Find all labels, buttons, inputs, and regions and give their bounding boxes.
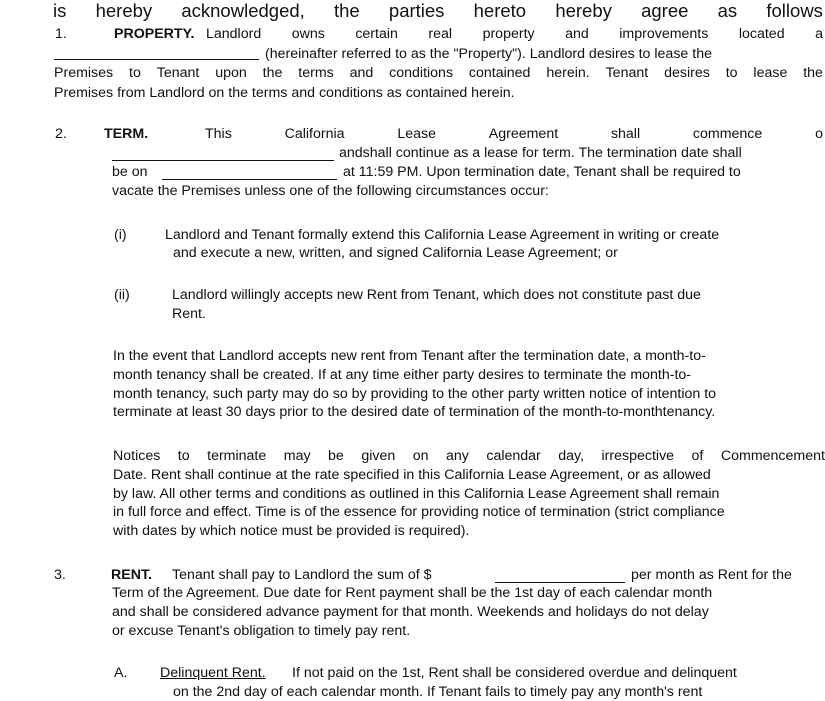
word: upon bbox=[215, 65, 247, 81]
word: day, bbox=[558, 448, 585, 464]
word: contained bbox=[468, 65, 531, 81]
intro-word: acknowledged, bbox=[181, 0, 305, 21]
word: Lease bbox=[397, 126, 436, 142]
word: may bbox=[283, 448, 311, 464]
word: of bbox=[691, 448, 704, 464]
intro-word: as bbox=[717, 0, 738, 21]
word: California bbox=[284, 126, 345, 142]
word: to bbox=[177, 448, 190, 464]
word: the bbox=[262, 65, 283, 81]
term-line-1 bbox=[205, 125, 823, 143]
word: and bbox=[349, 65, 374, 81]
word: and bbox=[565, 26, 589, 42]
word: on bbox=[412, 448, 429, 464]
rent-line-1-pre: Tenant shall pay to Landlord the sum of $ bbox=[172, 567, 432, 583]
notice-para-line-4: in full force and effect. Time is of the essence for providing notice of termination (strict compliance bbox=[113, 504, 725, 520]
word: desires bbox=[664, 65, 710, 81]
list-label: (i) bbox=[114, 227, 127, 243]
word: Tenant bbox=[605, 65, 649, 81]
word: to bbox=[725, 65, 738, 81]
section-number: 3. bbox=[54, 567, 66, 583]
word: owns bbox=[291, 26, 325, 42]
word: shall bbox=[610, 126, 641, 142]
intro-word: agree bbox=[641, 0, 689, 21]
intro-word: the bbox=[333, 0, 360, 21]
word: Tenant bbox=[156, 65, 200, 81]
word: terms bbox=[298, 65, 334, 81]
notice-para-line-5: with dates by which notice must be provided is required). bbox=[113, 523, 470, 539]
intro-word: is bbox=[53, 0, 67, 21]
word: certain bbox=[355, 26, 398, 42]
holdover-para-line-3: month tenancy, such party may do so by providing to the other party written notice of intention to bbox=[113, 386, 717, 402]
intro-word: hereby bbox=[95, 0, 153, 21]
word: the bbox=[803, 65, 823, 81]
notice-para-line-1 bbox=[113, 447, 825, 465]
word: Landlord bbox=[206, 26, 262, 42]
subsection-label: A. bbox=[114, 665, 128, 681]
word: o bbox=[815, 126, 823, 142]
rent-line-3: and shall be considered advance payment for that month. Weekends and holidays do not delay bbox=[112, 604, 709, 620]
rent-line-1-post: per month as Rent for the bbox=[631, 567, 792, 583]
delinquent-rent-title: Delinquent Rent. bbox=[160, 665, 266, 681]
holdover-para-line-1: In the event that Landlord accepts new rent from Tenant after the termination date, a month-to- bbox=[113, 348, 706, 364]
rent-line-4: or excuse Tenant's obligation to timely pay rent. bbox=[112, 623, 411, 639]
word: commence bbox=[692, 126, 763, 142]
word: terminate bbox=[207, 448, 267, 464]
holdover-para-line-2: month tenancy shall be created. If at any time either party desires to terminate the month-to- bbox=[113, 367, 692, 383]
word: This bbox=[205, 126, 232, 142]
intro-word: hereby bbox=[555, 0, 612, 21]
term-line-3-pre: be on bbox=[112, 164, 148, 180]
term-item-2-line-1: Landlord willingly accepts new Rent from Tenant, which does not constitute past due bbox=[172, 287, 701, 303]
term-line-3-post: at 11:59 PM. Upon termination date, Tenant shall be required to bbox=[343, 164, 741, 180]
word: property bbox=[482, 26, 535, 42]
word: Agreement bbox=[488, 126, 559, 142]
property-address-blank[interactable] bbox=[54, 46, 259, 60]
word: Notices bbox=[113, 448, 161, 464]
property-line-2: (hereinafter referred to as the "Property"). Landlord desires to lease the bbox=[265, 46, 712, 62]
word: Premises bbox=[54, 65, 114, 81]
term-line-2: andshall continue as a lease for term. The termination date shall bbox=[339, 145, 742, 161]
term-item-1-line-2: and execute a new, written, and signed California Lease Agreement; or bbox=[173, 245, 618, 261]
word: given bbox=[361, 448, 396, 464]
word: improvements bbox=[619, 26, 709, 42]
section-title-rent: RENT. bbox=[111, 567, 152, 583]
section-title-term: TERM. bbox=[104, 126, 149, 142]
holdover-para-line-4: terminate at least 30 days prior to the desired date of termination of the month-to-monthtenancy. bbox=[113, 404, 716, 420]
word: lease bbox=[753, 65, 788, 81]
property-line-3 bbox=[54, 64, 823, 82]
word: located bbox=[738, 26, 785, 42]
word: be bbox=[328, 448, 344, 464]
word: calendar bbox=[486, 448, 541, 464]
section-number: 2. bbox=[55, 126, 67, 142]
rent-line-2: Term of the Agreement. Due date for Rent payment shall be the 1st day of each calendar month bbox=[112, 585, 713, 601]
commencement-date-blank[interactable] bbox=[112, 147, 334, 161]
word: conditions bbox=[389, 65, 454, 81]
word: herein. bbox=[546, 65, 590, 81]
intro-word: parties bbox=[388, 0, 445, 21]
rent-amount-blank[interactable] bbox=[495, 569, 625, 583]
notice-para-line-3: by law. All other terms and conditions as outlined in this California Lease Agreement shall remain bbox=[113, 486, 720, 502]
intro-word: follows bbox=[766, 0, 823, 21]
word: any bbox=[445, 448, 469, 464]
term-line-4: vacate the Premises unless one of the following circumstances occur: bbox=[112, 183, 549, 199]
term-item-2-line-2: Rent. bbox=[172, 306, 206, 322]
word: to bbox=[129, 65, 141, 81]
intro-line bbox=[53, 0, 823, 22]
word: irrespective bbox=[601, 448, 675, 464]
property-line-4: Premises from Landlord on the terms and conditions as contained herein. bbox=[54, 85, 515, 101]
word: a bbox=[815, 26, 823, 42]
delinquent-rent-line-1: If not paid on the 1st, Rent shall be considered overdue and delinquent bbox=[292, 665, 737, 681]
term-item-1-line-1: Landlord and Tenant formally extend this California Lease Agreement in writing or create bbox=[165, 227, 720, 243]
delinquent-rent-line-2: on the 2nd day of each calendar month. If Tenant fails to timely pay any month's rent bbox=[173, 684, 703, 700]
word: Commencement bbox=[720, 448, 825, 464]
termination-date-blank[interactable] bbox=[162, 166, 337, 180]
section-title-property: PROPERTY. bbox=[114, 26, 195, 42]
notice-para-line-2: Date. Rent shall continue at the rate specified in this California Lease Agreement, or as allowed bbox=[113, 467, 711, 483]
word: real bbox=[428, 26, 453, 42]
section-number: 1. bbox=[55, 26, 67, 42]
list-label: (ii) bbox=[114, 287, 130, 303]
property-line-1 bbox=[206, 25, 823, 43]
intro-word: hereto bbox=[473, 0, 527, 21]
